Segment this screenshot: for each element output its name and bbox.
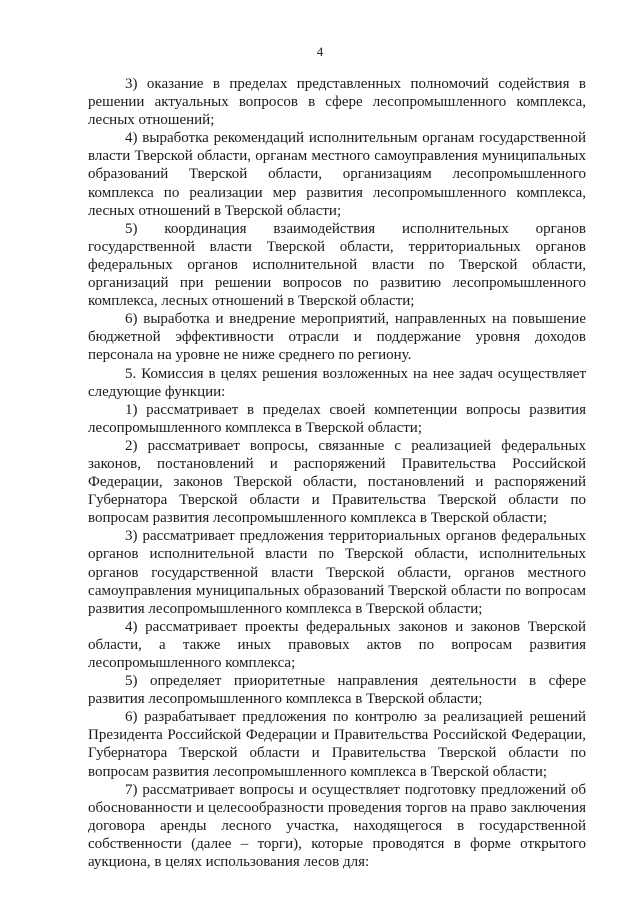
paragraph-5-item-3: 3) рассматривает предложения территориальных органов федеральных органов исполнительной власти по Тверской области, исполнительных органов государственной власти Тверской области, органов местного самоуправления муниципальных образований Тверской области по вопросам развития лесопромышленного комплекса в Тверской области; <box>88 528 586 617</box>
page-number: 4 <box>316 44 324 59</box>
paragraph-1-item-3: 3) оказание в пределах представленных полномочий содействия в решении актуальных вопросов в сфере лесопромышленного комплекса, лесных отношений; <box>88 76 586 129</box>
paragraph-5-item-5: 5) определяет приоритетные направления деятельности в сфере развития лесопромышленного комплекса в Тверской области; <box>88 673 586 708</box>
paragraph-5-item-2: 2) рассматривает вопросы, связанные с реализацией федеральных законов, постановлений и распоряжений Правительства Российской Федерации, законов Тверской области, постановлений и распоряжений Губернатора Тверской области и Правительства Тверской области по вопросам развития лесопромышленного комплекса в Тверской области; <box>88 437 586 527</box>
paragraph-5-item-4: 4) рассматривает проекты федеральных законов и законов Тверской области, а также иных правовых актов по вопросам развития лесопромышленного комплекса; <box>88 618 586 671</box>
paragraph-5-item-7: 7) рассматривает вопросы и осуществляет подготовку предложений об обоснованности и целесообразности проведения торгов на право заключения договора аренды лесного участка, находящегося в государственной собственности (далее – торги), которые проводятся в форме открытого аукциона, в целях использования лесов для: <box>88 781 586 871</box>
paragraph-1-item-6: 6) выработка и внедрение мероприятий, направленных на повышение бюджетной эффективности отрасли и поддержание уровня доходов персонала на уровне не ниже среднего по региону. <box>88 311 586 364</box>
paragraph-1-item-4: 4) выработка рекомендаций исполнительным органам государственной власти Тверской области, органам местного самоуправления муниципальных образований Тверской области, организациям лесопромышленного комплекса по реализации мер развития лесопромышленного комплекса, лесных отношений в Тверской области; <box>88 130 586 219</box>
paragraph-1-item-5: 5) координация взаимодействия исполнительных органов государственной власти Тверской области, территориальных органов федеральных органов исполнительной власти по Тверской области, организаций при решении вопросов по развитию лесопромышленного комплекса, лесных отношений в Тверской области; <box>88 220 586 310</box>
paragraph-5-item-1: 1) рассматривает в пределах своей компетенции вопросы развития лесопромышленного комплекса в Тверской области; <box>88 401 586 436</box>
paragraph-section-5-heading: 5. Комиссия в целях решения возложенных на нее задач осуществляет следующие функции: <box>88 365 586 400</box>
paragraph-5-item-6: 6) разрабатывает предложения по контролю за реализацией решений Президента Российской Федерации и Правительства Российской Федерации, Губернатора Тверской области и Правительства Тверской области по вопросам развития лесопромышленного комплекса в Тверской области; <box>88 709 586 780</box>
document-body <box>88 75 586 871</box>
